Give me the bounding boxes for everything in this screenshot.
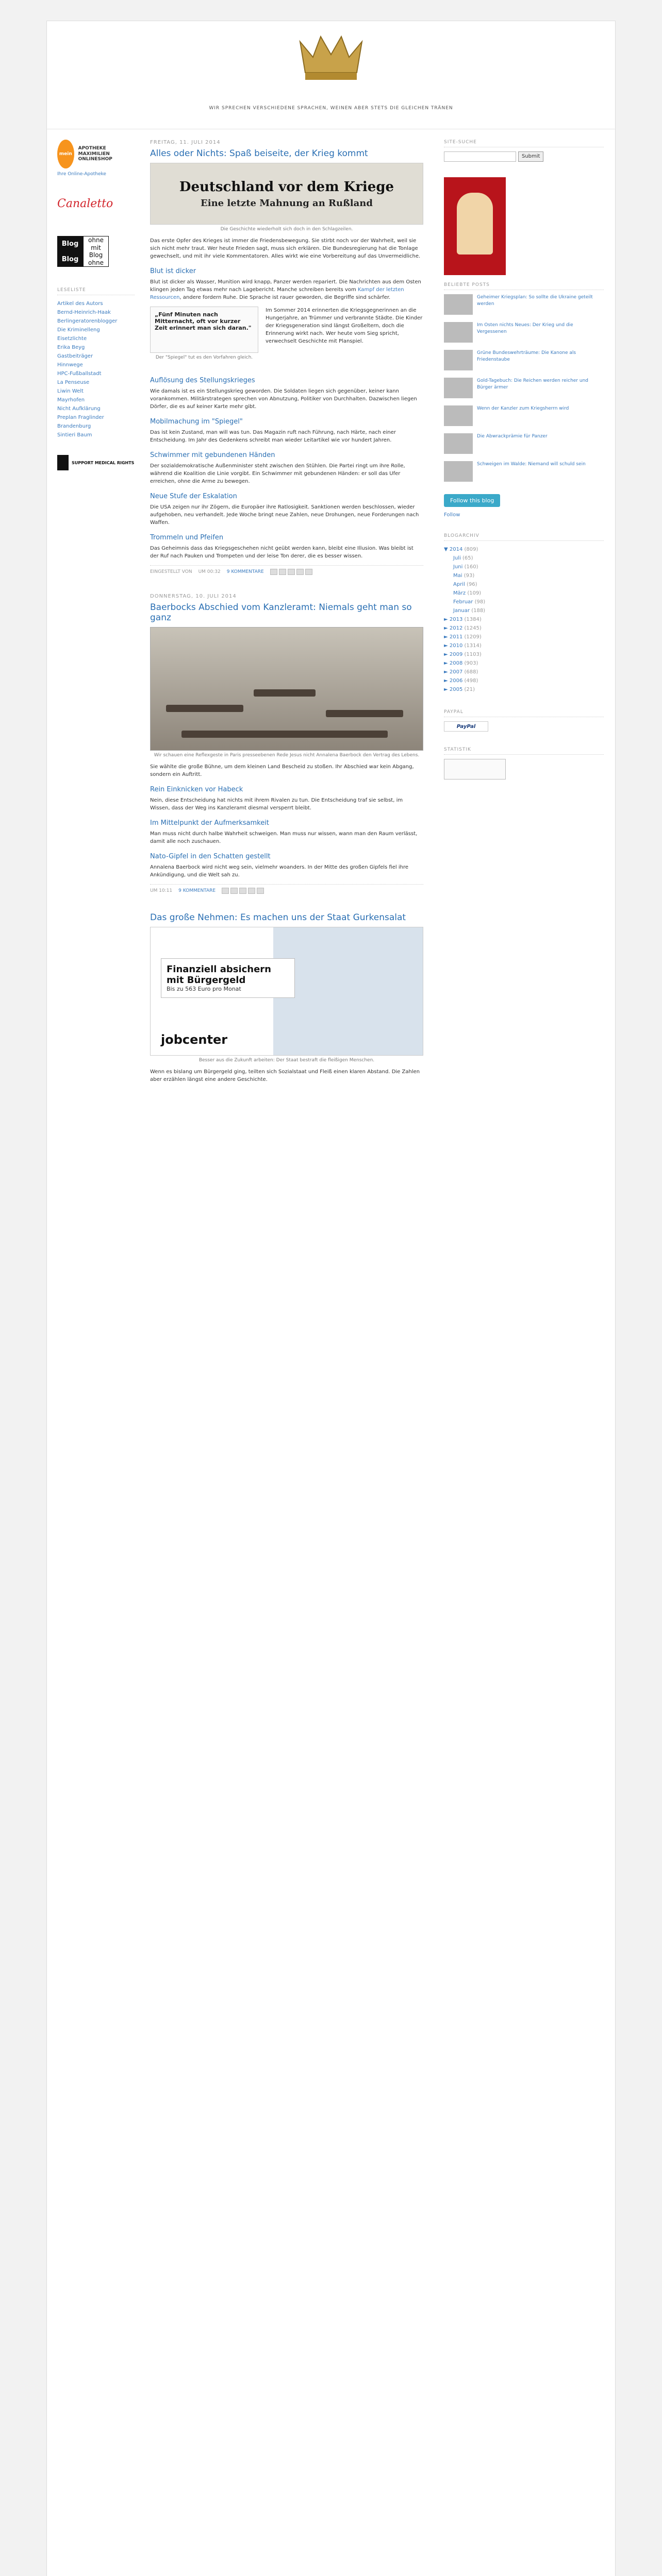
- post-paragraph: Das ist kein Zustand, man will was tun. Das Magazin ruft nach Führung, nach Härte, nach einer Entscheidung. Im Jahr des Gedenkens schreibt man wieder Leitartikel wie vor hundert Jahren.: [150, 430, 396, 443]
- popular-post[interactable]: [444, 405, 604, 426]
- reading-list-item[interactable]: Berlingeratorenblogger: [57, 318, 118, 324]
- post-title[interactable]: Baerbocks Abschied vom Kanzleramt: Niemals geht man so ganz: [150, 602, 412, 623]
- ad-headline: Finanziell absichern mit Bürgergeld: [167, 964, 272, 986]
- archive-year[interactable]: [444, 676, 604, 685]
- archive-label[interactable]: ► 2010: [444, 643, 463, 649]
- propaganda-poster-ad[interactable]: [444, 177, 506, 275]
- archive-count: (188): [471, 608, 486, 614]
- post-subheading: Blut ist dicker: [150, 267, 196, 275]
- airplane-cabin-photo[interactable]: [150, 627, 423, 751]
- archive-year[interactable]: [444, 641, 604, 650]
- search-title: SITE-SUCHE: [444, 140, 604, 147]
- post-subheading: Nato-Gipfel in den Schatten gestellt: [150, 853, 271, 860]
- archive-count: (1314): [464, 643, 482, 649]
- newspaper-image[interactable]: [150, 163, 423, 225]
- twitter-share-icon[interactable]: [288, 569, 295, 575]
- blog-ohne-mit-blog-badge[interactable]: [57, 236, 109, 267]
- reading-list-item[interactable]: Preplan Fraglinder Brandenburg: [57, 415, 104, 429]
- post-time[interactable]: UM 10:11: [150, 888, 173, 893]
- image-caption: Die Geschichte wiederholt sich doch in den Schlagzeilen.: [220, 227, 353, 232]
- popular-thumbnail[interactable]: [444, 322, 473, 343]
- support-label: SUPPORT MEDICAL RIGHTS: [72, 460, 135, 465]
- archive-year[interactable]: [444, 615, 604, 624]
- paypal-donate-button[interactable]: PayPal: [444, 721, 488, 732]
- comments-link[interactable]: 9 KOMMENTARE: [226, 569, 264, 574]
- paragraph-text: , andere fordern Ruhe. Die Sprache ist rauer geworden, die Begriffe sind schärfer.: [179, 295, 391, 300]
- popular-thumbnail[interactable]: [444, 405, 473, 426]
- archive-year[interactable]: [444, 545, 604, 554]
- post-subheading: Trommeln und Pfeifen: [150, 534, 224, 541]
- comments-link[interactable]: 9 KOMMENTARE: [178, 888, 216, 893]
- post-time[interactable]: UM 00:32: [198, 569, 221, 574]
- archive-title: BLOGARCHIV: [444, 533, 604, 541]
- archive-count: (1103): [464, 652, 482, 657]
- popular-post-title[interactable]: Grüne Bundeswehrträume: Die Kanone als Friedenstaube: [477, 350, 576, 362]
- badge-word: Blog: [61, 255, 79, 263]
- image-caption: Besser aus die Zukunft arbeiten: Der Staat bestraft die fleißigen Menschen.: [198, 1058, 375, 1063]
- post-date: FREITAG, 11. JULI 2014: [150, 140, 221, 145]
- pharmacy-name[interactable]: APOTHEKE MAXIMILIEN ONLINESHOP: [78, 145, 112, 162]
- right-sidebar: [434, 140, 604, 1089]
- archive-label[interactable]: Januar: [453, 608, 470, 614]
- archive-label[interactable]: ► 2013: [444, 617, 463, 622]
- spiegel-quote: „Fünf Minuten nach Mitternacht, oft vor kurzer Zeit erinnert man sich daran.": [155, 311, 252, 331]
- blog-header: [47, 21, 615, 129]
- reading-list-item[interactable]: Gastbeiträger: [57, 353, 93, 359]
- archive-count: (498): [464, 678, 478, 684]
- reading-list-item[interactable]: Bernd-Heinrich-Haak: [57, 310, 111, 315]
- archive-month[interactable]: [444, 606, 604, 615]
- reading-list-item[interactable]: Hinnwege: [57, 362, 83, 368]
- archive-count: (688): [464, 669, 478, 675]
- poster-figure: [457, 193, 493, 255]
- support-medical-rights-badge[interactable]: [57, 455, 135, 470]
- pharmacy-ad[interactable]: [57, 140, 135, 168]
- archive-label[interactable]: ▼ 2014: [444, 547, 463, 552]
- popular-thumbnail[interactable]: [444, 461, 473, 482]
- follow-blog-button[interactable]: Follow this blog: [444, 494, 500, 507]
- newspaper-headline: Deutschland vor dem Kriege: [179, 179, 394, 195]
- twitter-share-icon[interactable]: [239, 888, 246, 894]
- popular-post-title[interactable]: Die Abwrackprämie für Panzer: [477, 434, 548, 439]
- popular-post[interactable]: [444, 322, 604, 343]
- facebook-share-icon[interactable]: [248, 888, 255, 894]
- post-footer: [150, 565, 423, 578]
- post-subheading: Rein Einknicken vor Habeck: [150, 786, 243, 793]
- popular-thumbnail[interactable]: [444, 433, 473, 454]
- reading-list-item[interactable]: Nicht Aufklärung: [57, 406, 101, 412]
- post-subheading: Auflösung des Stellungskrieges: [150, 377, 255, 384]
- search-submit-button[interactable]: Submit: [518, 151, 543, 162]
- jobcenter-ad-image[interactable]: [150, 927, 423, 1056]
- post: [150, 140, 423, 578]
- popular-posts-title: BELIEBTE POSTS: [444, 282, 604, 290]
- archive-label[interactable]: ► 2005: [444, 687, 463, 692]
- blog-logo-icon: [295, 31, 367, 88]
- inline-figure: [150, 307, 258, 365]
- archive-label[interactable]: ► 2009: [444, 652, 463, 657]
- post-paragraph: Das Geheimnis dass das Kriegsgeschehen nicht geübt werden kann, bleibt eine Illusion. Was bleibt ist der Ruf nach Pauken und Trompeten und der leise Ton derer, die es besser wissen.: [150, 546, 413, 559]
- archive-year[interactable]: [444, 650, 604, 659]
- reading-list-item[interactable]: La Penseuse: [57, 380, 90, 385]
- ad-background: [273, 927, 423, 1055]
- archive-year[interactable]: [444, 624, 604, 633]
- search-input[interactable]: [444, 151, 516, 162]
- page: [46, 21, 616, 2576]
- popular-post-title[interactable]: Gold-Tagebuch: Die Reichen werden reicher und Bürger ärmer: [477, 378, 588, 390]
- popular-post[interactable]: [444, 294, 604, 315]
- archive-label[interactable]: Februar: [453, 599, 473, 605]
- archive-count: (160): [464, 564, 478, 570]
- post-paragraph: Das erste Opfer des Krieges ist immer die Friedensbewegung. Sie stirbt noch vor der Wahrheit, weil sie sich nicht mehr traut. Wer heute Frieden sagt, muss sich erklären. Die Bundesregierung hat die Tonlage gewechselt, und mit ihr viele Kommentatoren. Alles wirkt wie eine Vorbereitung auf das Unvermeidliche.: [150, 238, 421, 259]
- archive-month[interactable]: [444, 563, 604, 571]
- post-title[interactable]: Alles oder Nichts: Spaß beiseite, der Krieg kommt: [150, 148, 368, 159]
- popular-post[interactable]: [444, 433, 604, 454]
- post: [150, 594, 423, 897]
- blog-archive: [444, 545, 604, 694]
- archive-label[interactable]: ► 2007: [444, 669, 463, 675]
- archive-year[interactable]: [444, 668, 604, 676]
- post-paragraph: Wie damals ist es ein Stellungskrieg geworden. Die Soldaten liegen sich gegenüber, keiner kann vorankommen. Militärstrategen sprechen von Abnutzung, Politiker von Durchhalten. Dazwischen liegen Dörfer, die es auf keiner Karte mehr gibt.: [150, 388, 417, 410]
- reading-list-item[interactable]: Die Kriminelleng: [57, 327, 100, 333]
- reading-list-item[interactable]: Artikel des Autors: [57, 301, 103, 307]
- archive-month[interactable]: [444, 589, 604, 598]
- popular-post-title[interactable]: Wenn der Kanzler zum Kriegsherrn wird: [477, 406, 569, 411]
- badge-word: mit: [91, 244, 101, 251]
- archive-label[interactable]: Juli: [453, 555, 461, 561]
- archive-year[interactable]: [444, 685, 604, 694]
- brand-ad[interactable]: Canaletto: [57, 197, 113, 210]
- spiegel-image[interactable]: [150, 307, 258, 353]
- archive-count: (109): [467, 590, 482, 596]
- popular-thumbnail[interactable]: [444, 350, 473, 370]
- pharmacy-logo[interactable]: mein: [57, 140, 74, 168]
- main-content: [140, 140, 434, 1089]
- archive-count: (903): [464, 660, 478, 666]
- archive-label[interactable]: ► 2012: [444, 625, 463, 631]
- post-subheading: Schwimmer mit gebundenen Händen: [150, 451, 275, 459]
- post-title[interactable]: Das große Nehmen: Es machen uns der Staat Gurkensalat: [150, 912, 406, 923]
- archive-count: (1384): [464, 617, 482, 622]
- popular-post-title[interactable]: Geheimer Kriegsplan: So sollte die Ukraine geteilt werden: [477, 295, 593, 307]
- popular-post-title[interactable]: Schweigen im Walde: Niemand will schuld sein: [477, 462, 586, 467]
- ad-subline: Bis zu 563 Euro pro Monat: [167, 986, 241, 992]
- popular-post[interactable]: [444, 461, 604, 482]
- site-search: [444, 151, 604, 162]
- pharmacy-link[interactable]: Ihre Online-Apotheke: [57, 172, 106, 177]
- pinterest-share-icon[interactable]: [305, 569, 312, 575]
- ad-banner: [161, 958, 295, 998]
- blog-share-icon[interactable]: [230, 888, 238, 894]
- post-paragraph: Wenn es bislang um Bürgergeld ging, teilten sich Sozialstaat und Fleiß einen klaren Abstand. Die Zahlen aber erzählen längst eine andere Geschichte.: [150, 1069, 420, 1082]
- post-paragraph: [150, 278, 423, 301]
- reading-list-item[interactable]: HPC-Fußballstadt: [57, 371, 102, 377]
- archive-month[interactable]: [444, 580, 604, 589]
- badge-word: ohne: [88, 236, 104, 244]
- archive-month[interactable]: [444, 554, 604, 563]
- archive-count: (1209): [464, 634, 482, 640]
- reading-list-item[interactable]: Mayrhofen: [57, 397, 85, 403]
- archive-label[interactable]: ► 2011: [444, 634, 463, 640]
- reading-list-item[interactable]: Eisetzlichte: [57, 336, 87, 342]
- post-footer: [150, 884, 423, 897]
- archive-count: (21): [464, 687, 475, 692]
- reading-list-title: LESELISTE: [57, 287, 135, 295]
- post-subheading: Neue Stufe der Eskalation: [150, 493, 237, 500]
- post-paragraph: Annalena Baerbock wird nicht weg sein, vielmehr woanders. In der Mitte des großen Gipfels fiel ihre Ankündigung, und die Welt sah zu.: [150, 865, 408, 878]
- archive-count: (809): [464, 547, 478, 552]
- archive-label[interactable]: Mai: [453, 573, 462, 579]
- facebook-share-icon[interactable]: [296, 569, 304, 575]
- email-share-icon[interactable]: [270, 569, 277, 575]
- inline-link[interactable]: Kampf der letzten Ressourcen: [150, 287, 404, 300]
- email-share-icon[interactable]: [222, 888, 229, 894]
- archive-month[interactable]: [444, 571, 604, 580]
- reading-list-item[interactable]: Sintieri Baum: [57, 432, 92, 438]
- post-subheading: Im Mittelpunkt der Aufmerksamkeit: [150, 819, 269, 827]
- post-paragraph: Man muss nicht durch halbe Wahrheit schweigen. Man muss nur wissen, wann man den Raum verlässt, damit alle noch zuschauen.: [150, 831, 418, 844]
- post-paragraph: Die USA zeigen nur ihr Zögern, die Europäer ihre Ratlosigkeit. Sanktionen werden beschlossen, wieder aufgehoben, neu verhandelt. Jede Woche bringt neue Zahlen, neue Drohungen, neue Forderungen nach Waffen.: [150, 504, 419, 526]
- stats-title: STATISTIK: [444, 747, 604, 755]
- popular-post[interactable]: [444, 350, 604, 370]
- followers-widget[interactable]: Follow: [444, 512, 460, 518]
- post-subheading: Mobilmachung im "Spiegel": [150, 418, 243, 426]
- archive-count: (65): [462, 555, 473, 561]
- stats-counter: [444, 759, 506, 779]
- share-buttons: [222, 888, 264, 894]
- badge-word: ohne: [88, 259, 104, 266]
- badge-word: Blog: [89, 251, 103, 259]
- share-buttons: [270, 569, 312, 575]
- newspaper-subheadline: Eine letzte Mahnung an Rußland: [201, 197, 373, 209]
- archive-label[interactable]: März: [453, 590, 466, 596]
- archive-month[interactable]: [444, 598, 604, 606]
- archive-label[interactable]: ► 2008: [444, 660, 463, 666]
- popular-post[interactable]: [444, 378, 604, 398]
- support-logo-icon: [57, 455, 69, 470]
- post: [150, 912, 423, 1083]
- image-caption: Wir schauen eine Reflexgeste in Paris presseebenen Rede Jesus nicht Annalena Baerbock den Vertrag des Lebens.: [154, 753, 420, 758]
- popular-thumbnail[interactable]: [444, 294, 473, 315]
- paypal-title: PAYPAL: [444, 709, 604, 717]
- archive-count: (96): [467, 582, 477, 587]
- left-sidebar: [57, 140, 140, 1089]
- archive-count: (93): [464, 573, 475, 579]
- post-paragraph: Der sozialdemokratische Außenminister steht zwischen den Stühlen. Die Partei ringt um ihre Rolle, während die Koalition die Linie vorgibt. Ein Schwimmer mit gebundenen Händen: er soll das Ufer erreichen, ohne die Arme zu bewegen.: [150, 463, 405, 484]
- reading-list-item[interactable]: Liwin Welt: [57, 388, 84, 394]
- popular-thumbnail[interactable]: [444, 378, 473, 398]
- blog-tagline: WIR SPRECHEN VERSCHIEDENE SPRACHEN, WEINEN ABER STETS DIE GLEICHEN TRÄNEN: [209, 106, 453, 111]
- badge-word: Blog: [61, 240, 79, 248]
- post-author: EINGESTELLT VON: [150, 569, 192, 574]
- blog-share-icon[interactable]: [279, 569, 286, 575]
- reading-list-item[interactable]: Erika Beyg: [57, 345, 85, 350]
- post-paragraph: Nein, diese Entscheidung hat nichts mit ihrem Rivalen zu tun. Die Entscheidung traf sie selbst, im Wissen, dass der Weg ins Kanzleramt diesmal versperrt bleibt.: [150, 798, 403, 811]
- archive-label[interactable]: Juni: [453, 564, 463, 570]
- jobcenter-logo: jobcenter: [161, 1032, 228, 1047]
- post-paragraph: Im Sommer 2014 erinnerten die Kriegsgegnerinnen an die Hungerjahre, an Trümmer und verbrannte Städte. Die Kinder der Kriegsgeneration sind längst Großeltern, doch die Erinnerung wirkt nach. Wer heute vom Sieg spricht, verwechselt Geschichte mit Planspiel.: [266, 308, 423, 344]
- paragraph-text: Blut ist dicker als Wasser, Munition wird knapp, Panzer werden repariert. Die Nachrichten aus dem Osten klingen jeden Tag etwas mehr nach Lagebericht. Manche schreiben bereits vom: [150, 279, 421, 293]
- reading-list: [57, 299, 135, 439]
- archive-count: (1245): [464, 625, 482, 631]
- pinterest-share-icon[interactable]: [257, 888, 264, 894]
- archive-label[interactable]: April: [453, 582, 465, 587]
- archive-year[interactable]: [444, 633, 604, 641]
- popular-post-title[interactable]: Im Osten nichts Neues: Der Krieg und die Vergessenen: [477, 323, 573, 334]
- archive-year[interactable]: [444, 659, 604, 668]
- post-paragraph: Sie wählte die große Bühne, um dem kleinen Land Bescheid zu stoßen. Ihr Abschied war kein Abgang, sondern ein Auftritt.: [150, 764, 414, 777]
- image-caption: Der "Spiegel" tut es den Vorfahren gleich.: [155, 355, 253, 360]
- post-date: DONNERSTAG, 10. JULI 2014: [150, 594, 237, 599]
- archive-count: (98): [474, 599, 486, 605]
- archive-label[interactable]: ► 2006: [444, 678, 463, 684]
